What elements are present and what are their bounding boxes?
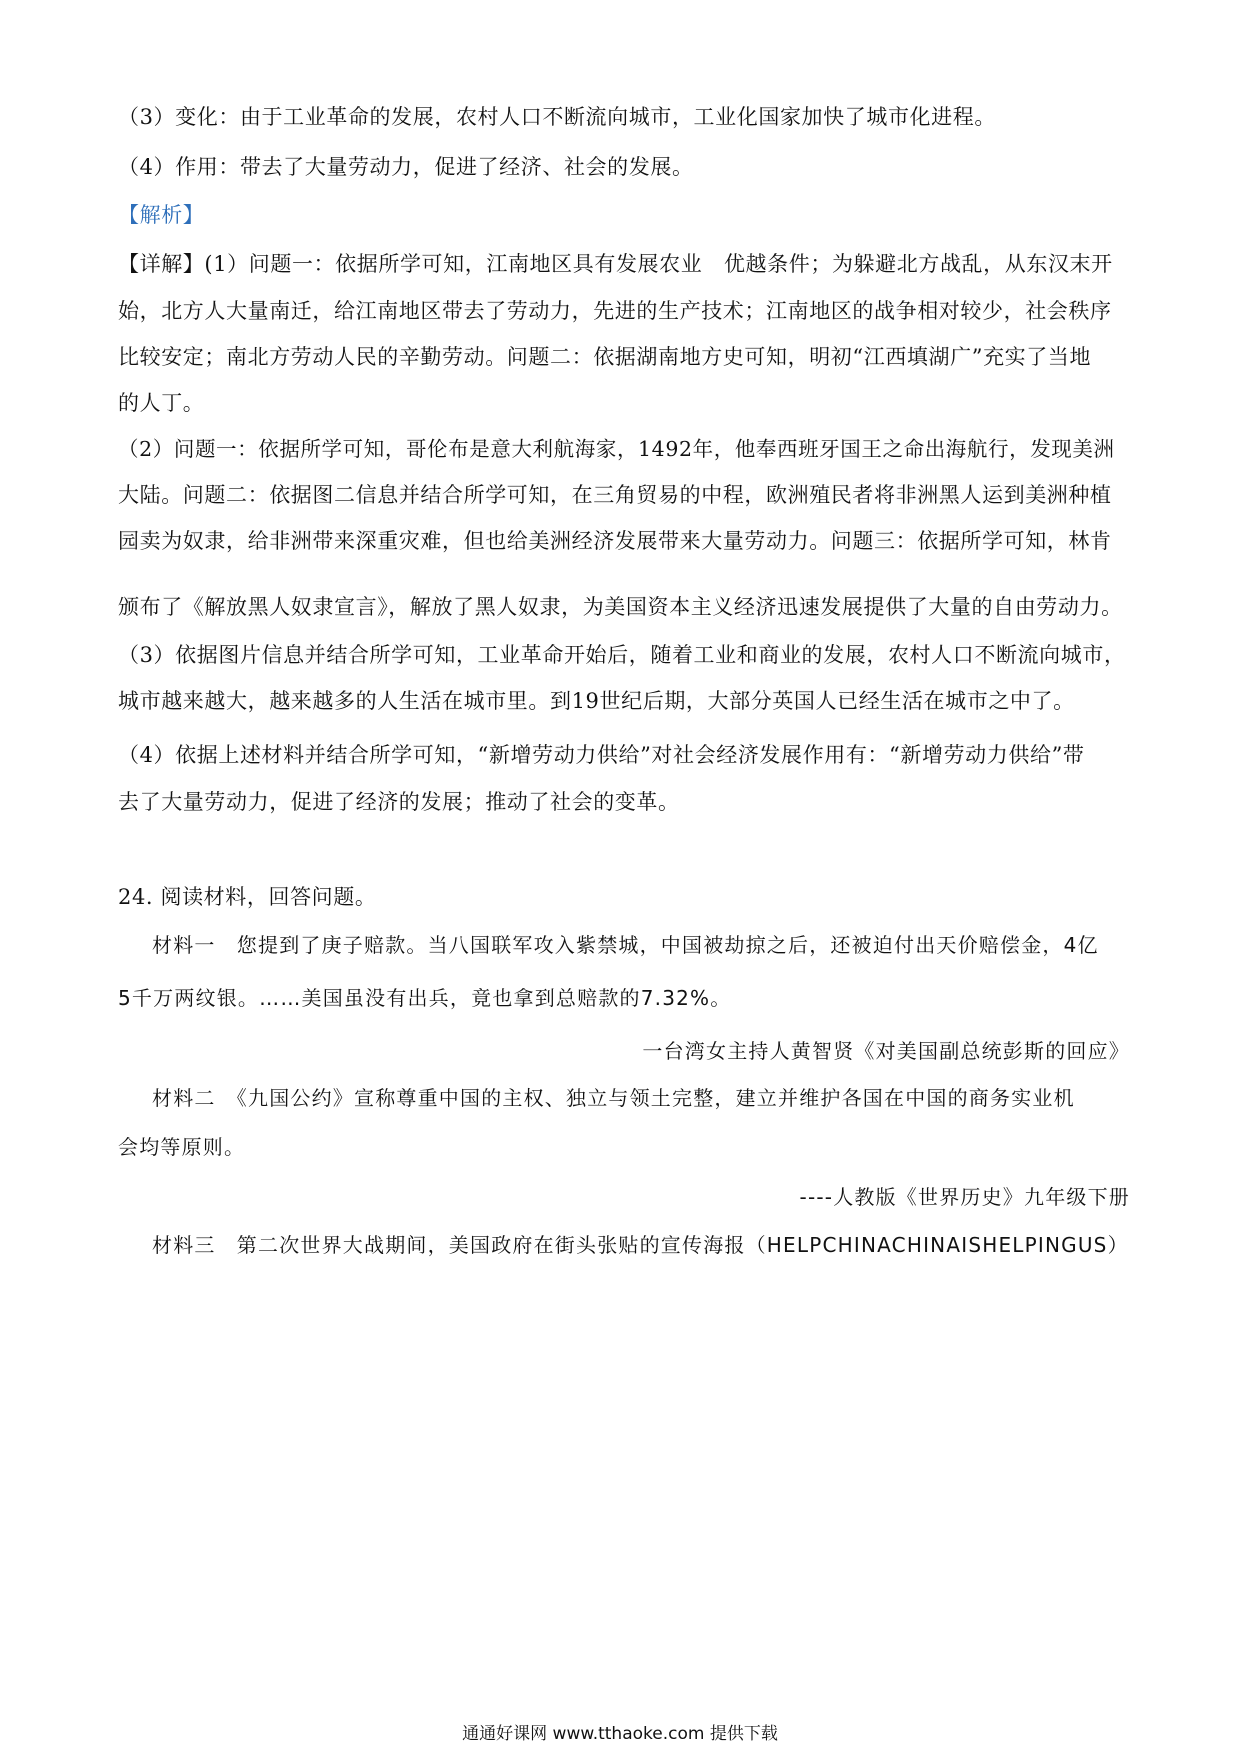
answer-item-4: （4）作用：带去了大量劳动力，促进了经济、社会的发展。 <box>118 155 694 179</box>
detail-p2-line-4: 颁布了《解放黑人奴隶宣言》，解放了黑人奴隶，为美国资本主义经济迅速发展提供了大量的自由劳动力。 <box>118 595 1123 619</box>
material-3: 材料三 第二次世界大战期间，美国政府在街头张贴的宣传海报（HELPCHINACHINAISHELPINGUS） <box>152 1233 1129 1257</box>
detail-p1-line-2: 始，北方人大量南迁，给江南地区带去了劳动力，先进的生产技术；江南地区的战争相对较少，社会秩序 <box>118 299 1112 323</box>
material-2-source: ----人教版《世界历史》九年级下册 <box>799 1185 1130 1209</box>
detail-p2-line-1: （2）问题一：依据所学可知，哥伦布是意大利航海家，1492年，他奉西班牙国王之命出海航行，发现美洲 <box>118 437 1115 461</box>
answer-item-3: （3）变化：由于工业革命的发展，农村人口不断流向城市，工业化国家加快了城市化进程。 <box>118 105 996 129</box>
page-footer: 通通好课网 www.tthaoke.com 提供下载 <box>462 1724 778 1744</box>
detail-p1-line-3: 比较安定；南北方劳动人民的辛勤劳动。问题二：依据湖南地方史可知，明初“江西填湖广”充实了当地 <box>118 345 1092 369</box>
detail-p2-line-2: 大陆。问题二：依据图二信息并结合所学可知，在三角贸易的中程，欧洲殖民者将非洲黑人运到美洲种植 <box>118 483 1112 507</box>
detail-p1-line-1: 【详解】(1）问题一：依据所学可知，江南地区具有发展农业 优越条件；为躲避北方战乱，从东汉末开 <box>118 252 1113 276</box>
material-2-line-1: 材料二 《九国公约》宣称尊重中国的主权、独立与领土完整，建立并维护各国在中国的商务实业机 <box>152 1086 1075 1110</box>
material-2-line-2: 会均等原则。 <box>118 1135 246 1159</box>
detail-p3-line-2: 城市越来越大，越来越多的人生活在城市里。到19世纪后期，大部分英国人已经生活在城市之中了。 <box>118 689 1075 713</box>
detail-p1-line-4: 的人丁。 <box>118 391 205 415</box>
question-24-title: 24. 阅读材料，回答问题。 <box>118 885 377 909</box>
material-1-source: 一台湾女主持人黄智贤《对美国副总统彭斯的回应》 <box>642 1039 1130 1063</box>
detail-p2-line-3: 园卖为奴隶，给非洲带来深重灾难，但也给美洲经济发展带来大量劳动力。问题三：依据所学可知，林肯 <box>118 529 1112 553</box>
material-1-line-2: 5千万两纹银。……美国虽没有出兵，竟也拿到总赔款的7.32%。 <box>118 986 732 1010</box>
detail-p3-line-1: （3）依据图片信息并结合所学可知，工业革命开始后，随着工业和商业的发展，农村人口不断流向城市， <box>118 643 1126 667</box>
analysis-label: 【解析】 <box>118 203 205 227</box>
material-1-line-1: 材料一 您提到了庚子赔款。当八国联军攻入紫禁城，中国被劫掠之后，还被迫付出天价赔偿金，4亿 <box>152 933 1099 957</box>
detail-p4-line-2: 去了大量劳动力，促进了经济的发展；推动了社会的变革。 <box>118 790 680 814</box>
detail-p4-line-1: （4）依据上述材料并结合所学可知，“新增劳动力供给”对社会经济发展作用有：“新增劳动力供给”带 <box>118 743 1085 767</box>
detail-label: 【详解】 <box>118 252 205 276</box>
